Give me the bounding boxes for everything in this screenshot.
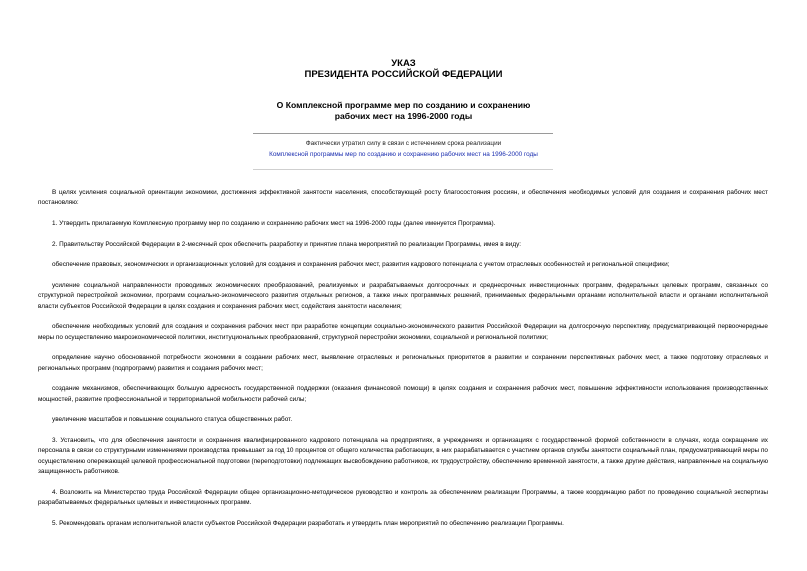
- paragraph-2-item-public-works: увеличение масштабов и повышение социального статуса общественных работ.: [52, 416, 293, 424]
- status-note: Фактически утратил силу в связи с истечением срока реализации: [305, 140, 502, 147]
- paragraph-1: 1. Утвердить прилагаемую Комплексную программу мер по созданию и сохранению рабочих мест на 1996-2000 годы (далее именуется Программа).: [52, 220, 496, 227]
- paragraph-5: 5. Рекомендовать органам исполнительной власти субъектов Российской Федерации разработать и утвердить план мероприятий по обеспечению реализации Программы.: [52, 519, 564, 527]
- paragraph-2-item-conditions: обеспечение необходимых условий для создания и сохранения рабочих мест при разработке концепции социально-экономического развития Российской Федерации на долгосрочную перспективу, предусматривающей первоочередные меры по осуществлению макроэкономической политики, институциональных преобразований, структурной перестройки экономики, социальной и региональной политики;: [38, 323, 768, 341]
- paragraph-2-item-social: усиление социальной направленности проводимых экономических преобразований, реализуемых и разрабатываемых долгосрочных и среднесрочных инвестиционных программ, федеральных целевых программ, связанных со структурной перестройкой экономики, программ социально-экономического развития отдельных регионов, а также иных программных решений, принимаемых федеральными органами исполнительной власти и органами исполнительной власти субъектов Российской Федерации в целях создания и сохранения рабочих мест, содействия занятости населения;: [38, 281, 768, 310]
- paragraph-3: 3. Установить, что для обеспечения занятости и сохранения квалифицированного кадрового потенциала на предприятиях, в учреждениях и организациях с государственной формой собственности в случаях, когда сокращение их персонала в связи со структурными изменениями производства превышает за год 10 процентов от общего количества работающих, в них разрабатывается с участием органов службы занятости социальный план, предусматривающий меры по осуществлению опережающей целевой профессиональной подготовки (переподготовки) подлежащих высвобождению работников, их трудоустройству, обеспечению временной занятости, а также другие действия, направленные на социальную защищенность работников.: [38, 436, 768, 475]
- decree-title: [0, 100, 807, 121]
- decree-issuer: ПРЕЗИДЕНТА РОССИЙСКОЙ ФЕДЕРАЦИИ: [304, 69, 503, 80]
- paragraph-preamble: В целях усиления социальной ориентации экономики, достижения эффективной занятости населения, способствующей росту благосостояния россиян, и обеспечения необходимых условий для создания и сохранения рабочих мест постановляю:: [38, 189, 768, 207]
- paragraph-2-item-needs: определение научно обоснованной потребности экономики в создании рабочих мест, выявление отраслевых и региональных приоритетов в развитии и сохранении перспективных рабочих мест, а также подготовку отраслевых и региональных программ (подпрограмм) развития и создания рабочих мест;: [38, 354, 768, 372]
- paragraph-2: 2. Правительству Российской Федерации в 2-месячный срок обеспечить разработку и принятие плана мероприятий по реализации Программы, имея в виду:: [52, 240, 522, 248]
- decree-title-line-2: рабочих мест на 1996-2000 годы: [334, 110, 473, 121]
- divider-top: [253, 133, 553, 134]
- paragraph-4: 4. Возложить на Министерство труда Российской Федерации общее организационно-методическое руководство и контроль за обеспечением реализации Программы, а также координацию работ по проведению социальной экспертизы разрабатываемых федеральных целевых и инвестиционных программ.: [38, 488, 768, 506]
- divider-bottom: [253, 169, 553, 170]
- decree-heading: УКАЗ: [391, 58, 416, 69]
- decree-title-line-1: О Комплексной программе мер по созданию и сохранению: [276, 100, 531, 110]
- paragraph-2-item-legal: обеспечение правовых, экономических и организационных условий для создания и сохранения рабочих мест, развития кадрового потенциала с учетом отраслевых особенностей и региональной специфики;: [52, 261, 670, 269]
- paragraph-2-item-mechanisms: создание механизмов, обеспечивающих большую адресность государственной поддержки (оказания финансовой помощи) в целях создания и сохранения рабочих мест, повышение эффективности использования производственных мощностей, развитие профессиональной и территориальной мобильности рабочей силы;: [38, 385, 768, 403]
- status-link[interactable]: Комплексной программы мер по созданию и сохранению рабочих мест на 1996-2000 годы: [269, 151, 538, 158]
- decree-body: [38, 188, 768, 539]
